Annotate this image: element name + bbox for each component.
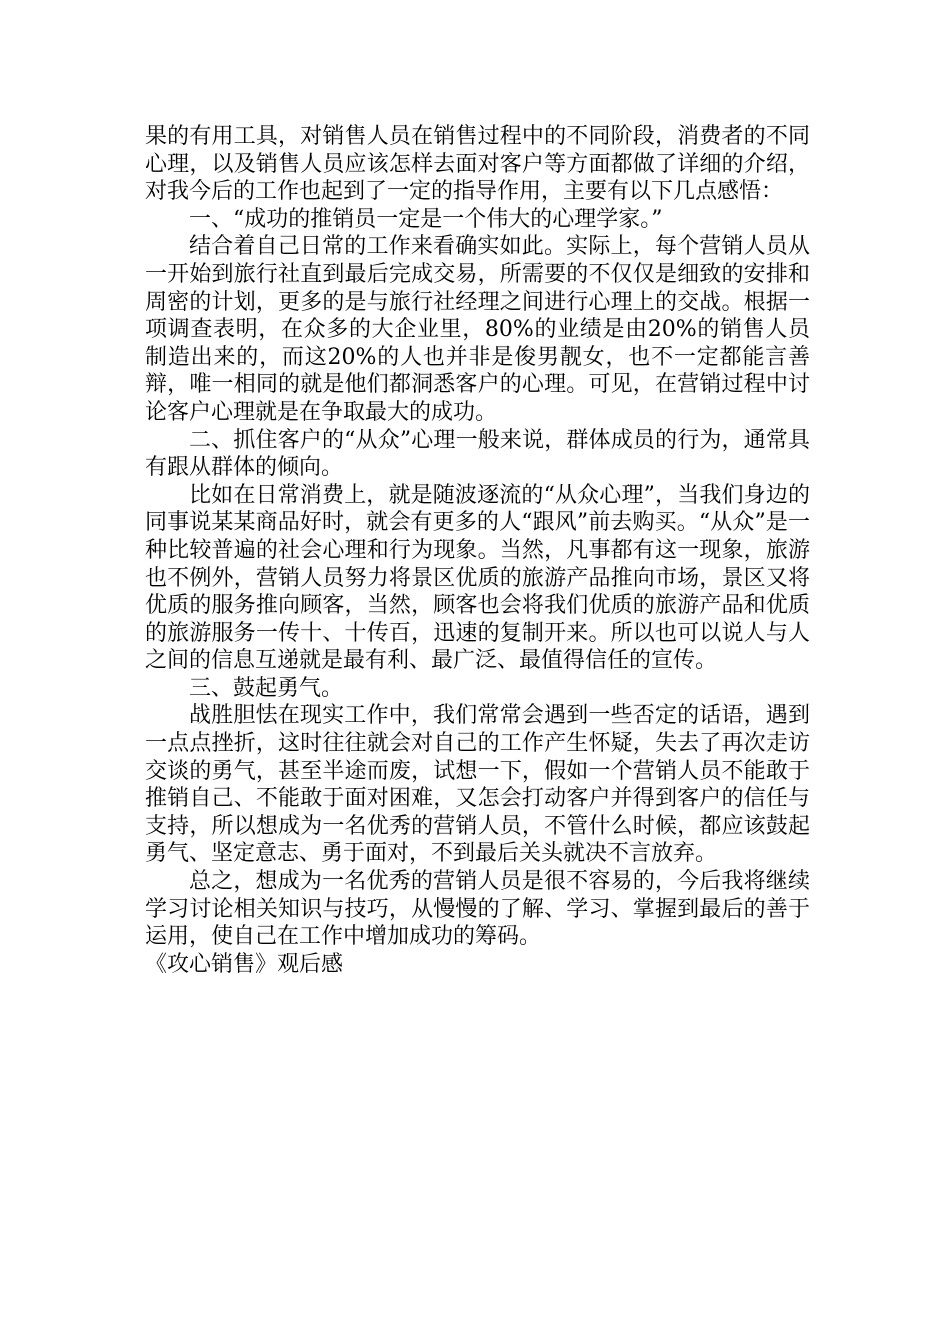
paragraph-intro-continuation: 果的有用工具，对销售人员在销售过程中的不同阶段，消费者的不同心理，以及销售人员应该怎样去面对客户等方面都做了详细的介绍，对我今后的工作也起到了一定的指导作用，主要有以下几点感悟： <box>145 124 810 205</box>
paragraph-point-two: 比如在日常消费上，就是随波逐流的“从众心理”，当我们身边的同事说某某商品好时，就会有更多的人“跟风”前去购买。“从众”是一种比较普遍的社会心理和行为现象。当然，凡事都有这一现象，旅游也不例外，营销人员努力将景区优质的旅游产品推向市场，景区又将优质的服务推向顾客，当然，顾客也会将我们优质的旅游产品和优质的旅游服务一传十、十传百，迅速的复制开来。所以也可以说人与人之间的信息互递就是最有利、最广泛、最值得信任的宣传。 <box>145 482 810 674</box>
heading-point-one: 一、“成功的推销员一定是一个伟大的心理学家。” <box>189 206 663 232</box>
heading-point-two: 二、抓住客户的“从众”心理一般来说，群体成员的行为，通常具有跟从群体的倾向。 <box>145 427 810 481</box>
heading-point-three: 三、鼓起勇气。 <box>189 675 344 701</box>
document-title: 《攻心销售》观后感 <box>145 951 344 977</box>
paragraph-conclusion: 总之，想成为一名优秀的营销人员是很不容易的，今后我将继续学习讨论相关知识与技巧，从慢慢的了解、学习、掌握到最后的善于运用，使自己在工作中增加成功的筹码。 <box>145 869 810 950</box>
paragraph-point-three: 战胜胆怯在现实工作中，我们常常会遇到一些否定的话语，遇到一点点挫折，这时往往就会对自己的工作产生怀疑，失去了再次走访交谈的勇气，甚至半途而废，试想一下，假如一个营销人员不能敢于推销自己、不能敢于面对困难，又怎会打动客户并得到客户的信任与支持，所以想成为一名优秀的营销人员，不管什么时候，都应该鼓起勇气、坚定意志、勇于面对，不到最后关头就决不言放弃。 <box>145 703 810 867</box>
paragraph-point-one: 结合着自己日常的工作来看确实如此。实际上，每个营销人员从一开始到旅行社直到最后完成交易，所需要的不仅仅是细致的安排和周密的计划，更多的是与旅行社经理之间进行心理上的交战。根据一项调查表明，在众多的大企业里，80%的业绩是由20%的销售人员制造出来的，而这20%的人也并非是俊男靓女，也不一定都能言善辩，唯一相同的就是他们都洞悉客户的心理。可见，在营销过程中讨论客户心理就是在争取最大的成功。 <box>145 234 810 425</box>
document-body <box>145 123 810 978</box>
